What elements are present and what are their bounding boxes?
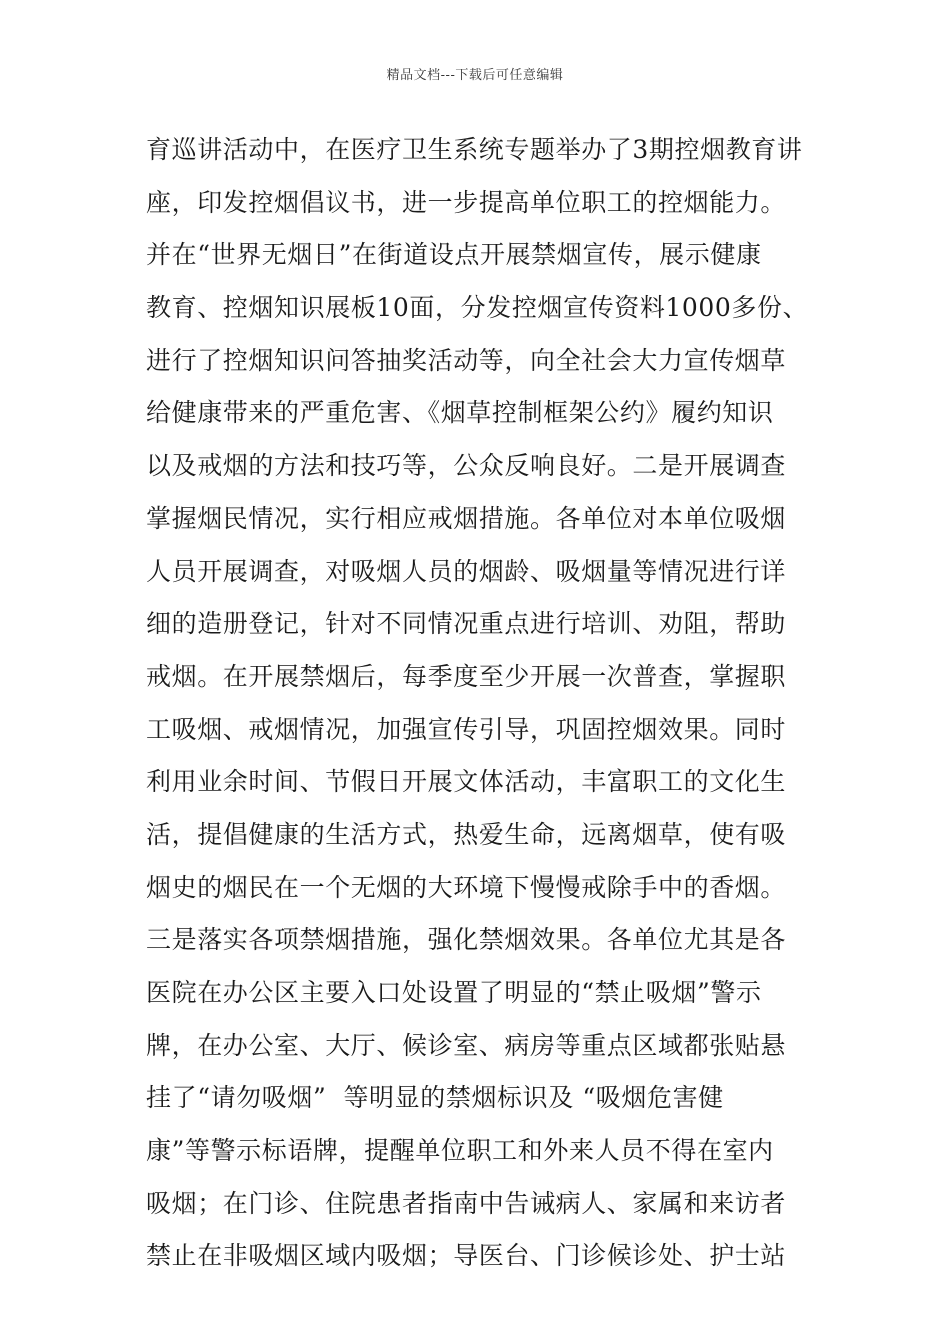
text-line: 烟史的烟民在一个无烟的大环境下慢慢戒除手中的香烟。 bbox=[146, 872, 787, 902]
text-line: 康”等警示标语牌，提醒单位职工和外来人员不得在室内 bbox=[146, 1136, 774, 1166]
text-line: 活，提倡健康的生活方式，热爱生命，远离烟草，使有吸 bbox=[146, 819, 787, 849]
text-line: 挂了“请勿吸烟” 等明显的禁烟标识及 “吸烟危害健 bbox=[146, 1083, 724, 1113]
text-line: 人员开展调查，对吸烟人员的烟龄、吸烟量等情况进行详 bbox=[146, 556, 787, 586]
text-line: 育巡讲活动中，在医疗卫生系统专题举办了3期控烟教育讲 bbox=[146, 135, 803, 164]
text-line: 医院在办公区主要入口处设置了明显的“禁止吸烟”警示 bbox=[146, 978, 762, 1007]
text-line: 并在“世界无烟日”在街道设点开展禁烟宣传，展示健康 bbox=[146, 240, 762, 270]
text-line: 戒烟。在开展禁烟后，每季度至少开展一次普查，掌握职 bbox=[146, 661, 787, 691]
text-line: 教育、控烟知识展板10面，分发控烟宣传资料1000多份、 bbox=[146, 293, 809, 323]
text-line: 工吸烟、戒烟情况，加强宣传引导，巩固控烟效果。同时 bbox=[146, 714, 787, 744]
text-line: 进行了控烟知识问答抽奖活动等，向全社会大力宣传烟草 bbox=[146, 345, 787, 375]
text-line: 以及戒烟的方法和技巧等，公众反响良好。二是开展调查 bbox=[146, 451, 787, 481]
text-line: 牌，在办公室、大厅、候诊室、病房等重点区域都张贴悬 bbox=[146, 1030, 787, 1060]
text-line: 禁止在非吸烟区域内吸烟；导医台、门诊候诊处、护士站 bbox=[146, 1241, 787, 1271]
text-line: 吸烟；在门诊、住院患者指南中告诫病人、家属和来访者 bbox=[146, 1188, 787, 1218]
text-line: 三是落实各项禁烟措施，强化禁烟效果。各单位尤其是各 bbox=[146, 925, 787, 955]
text-line: 利用业余时间、节假日开展文体活动，丰富职工的文化生 bbox=[146, 767, 787, 797]
text-line: 给健康带来的严重危害、《烟草控制框架公约》履约知识 bbox=[146, 398, 774, 428]
text-line: 细的造册登记，针对不同情况重点进行培训、劝阻，帮助 bbox=[146, 609, 787, 639]
page-header: 精品文档---下载后可任意编辑 bbox=[386, 68, 564, 83]
text-line: 掌握烟民情况，实行相应戒烟措施。各单位对本单位吸烟 bbox=[146, 503, 787, 533]
text-line: 座，印发控烟倡议书，进一步提高单位职工的控烟能力。 bbox=[146, 187, 787, 217]
body-text bbox=[146, 124, 816, 1283]
